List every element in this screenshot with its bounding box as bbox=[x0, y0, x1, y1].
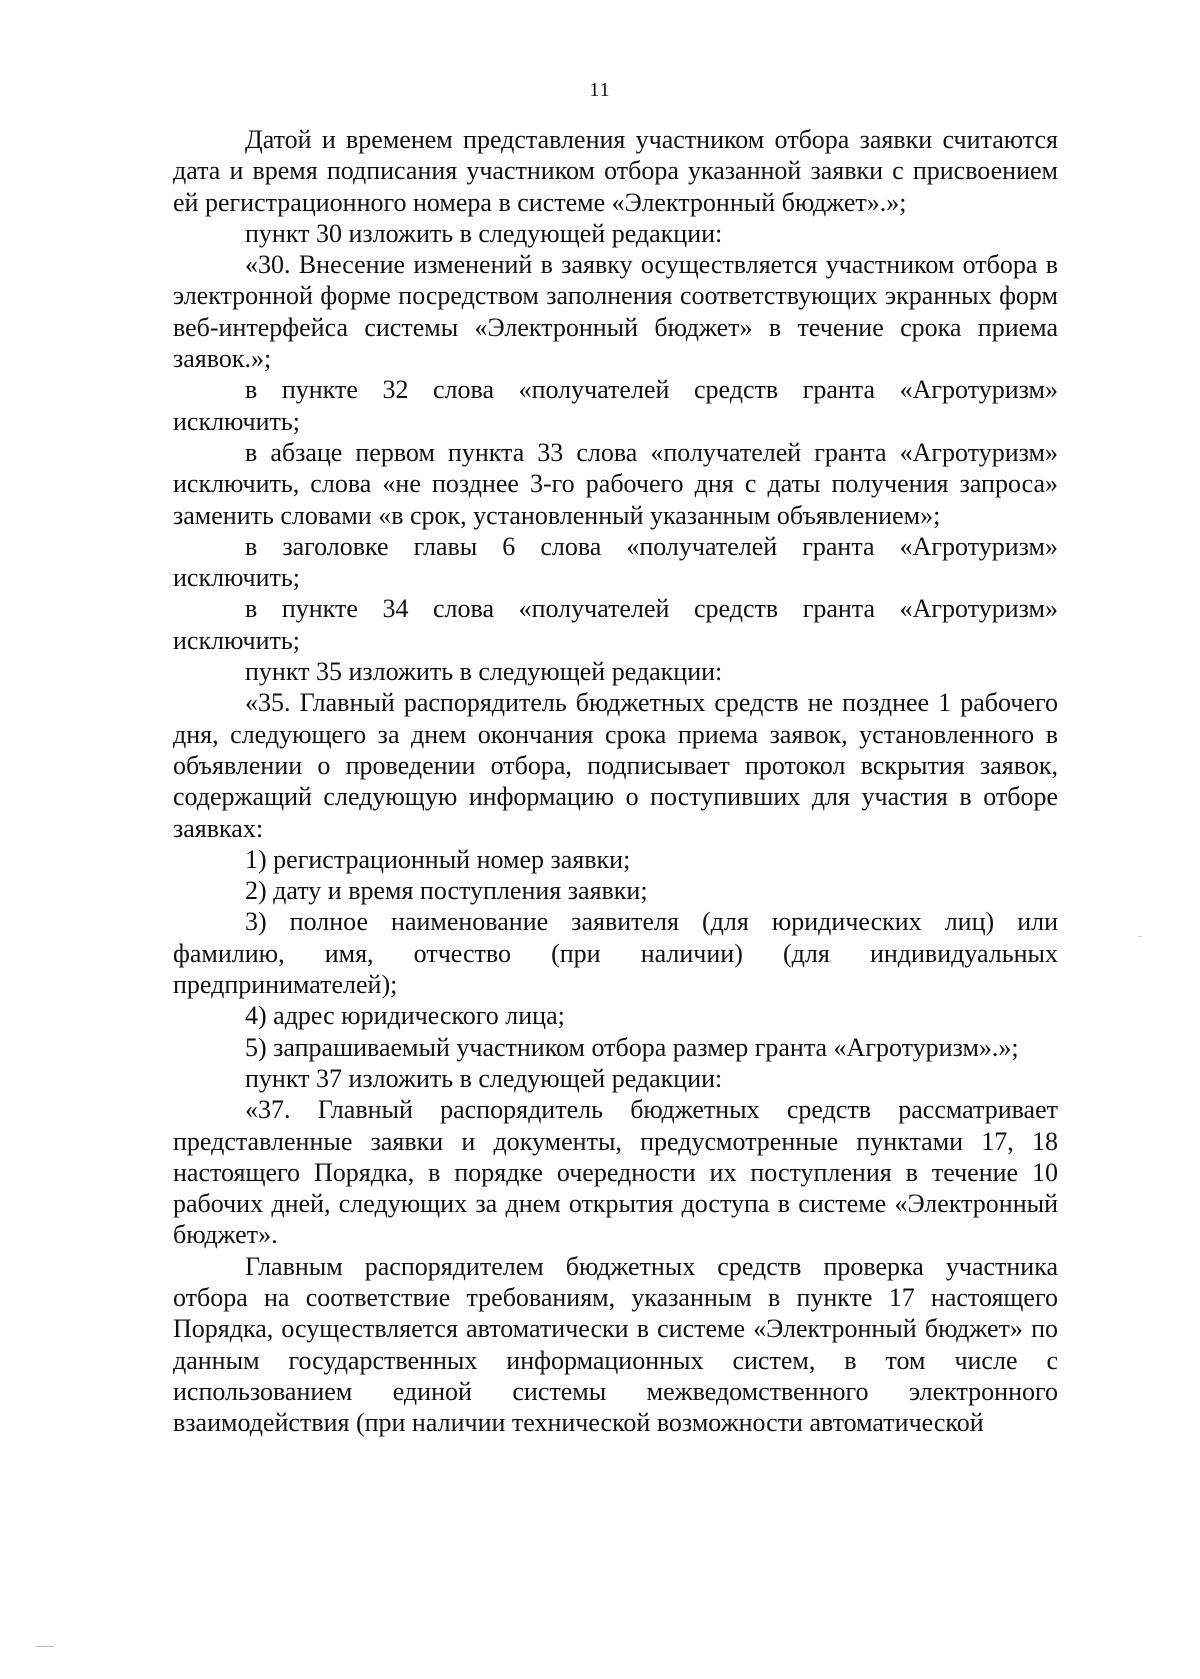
document-body bbox=[173, 124, 1058, 1438]
page-number: 11 bbox=[589, 79, 611, 101]
paragraph: пункт 37 изложить в следующей редакции: bbox=[245, 1063, 723, 1093]
scan-artifact-line bbox=[36, 1646, 54, 1647]
list-item: 2) дату и время поступления заявки; bbox=[245, 876, 648, 906]
paragraph: в пункте 32 слова «получателей средств гранта «Агротуризм» исключить; bbox=[173, 375, 1058, 436]
list-item: 4) адрес юридического лица; bbox=[245, 1001, 565, 1031]
list-item: 1) регистрационный номер заявки; bbox=[245, 844, 631, 874]
list-item: 3) полное наименование заявителя (для юридических лиц) или фамилию, имя, отчество (при наличии) (для индивидуальных предпринимателей); bbox=[173, 907, 1058, 1000]
scan-artifact-dot bbox=[1138, 936, 1142, 937]
paragraph: Главным распорядителем бюджетных средств проверка участника отбора на соответствие требованиям, указанным в пункте 17 настоящего Порядка, осуществляется автоматически в системе «Электронный бюджет» по данным государственных информационных систем, в том числе с использованием единой системы межведомственного электронного взаимодействия (при наличии технической возможности автоматической bbox=[173, 1251, 1058, 1438]
paragraph: в заголовке главы 6 слова «получателей гранта «Агротуризм» исключить; bbox=[173, 531, 1058, 593]
paragraph: в пункте 34 слова «получателей средств гранта «Агротуризм» исключить; bbox=[173, 594, 1058, 655]
paragraph: «35. Главный распорядитель бюджетных средств не позднее 1 рабочего дня, следующего за днем окончания срока приема заявок, установленного в объявлении о проведении отбора, подписывает протокол вскрытия заявок, содержащий следующую информацию о поступивших для участия в отборе заявках: bbox=[173, 688, 1058, 843]
list-item: 5) запрашиваемый участником отбора размер гранта «Агротуризм».»; bbox=[245, 1032, 1019, 1062]
paragraph: в абзаце первом пункта 33 слова «получателей гранта «Агротуризм» исключить, слова «не позднее 3-го рабочего дня с даты получения запроса» заменить словами «в срок, установленный указанным объявлением»; bbox=[173, 437, 1058, 530]
paragraph: «30. Внесение изменений в заявку осуществляется участником отбора в электронной форме посредством заполнения соответствующих экранных форм веб-интерфейса системы «Электронный бюджет» в течение срока приема заявок.»; bbox=[173, 250, 1058, 374]
paragraph: пункт 30 изложить в следующей редакции: bbox=[245, 218, 723, 248]
paragraph: «37. Главный распорядитель бюджетных средств рассматривает представленные заявки и документы, предусмотренные пунктами 17, 18 настоящего Порядка, в порядке очередности их поступления в течение 10 рабочих дней, следующих за днем открытия доступа в системе «Электронный бюджет». bbox=[173, 1095, 1058, 1250]
paragraph: пункт 35 изложить в следующей редакции: bbox=[245, 657, 723, 687]
paragraph: Датой и временем представления участником отбора заявки считаются дата и время подписания участником отбора указанной заявки с присвоением ей регистрационного номера в системе «Электронный бюджет».»; bbox=[173, 125, 1058, 217]
